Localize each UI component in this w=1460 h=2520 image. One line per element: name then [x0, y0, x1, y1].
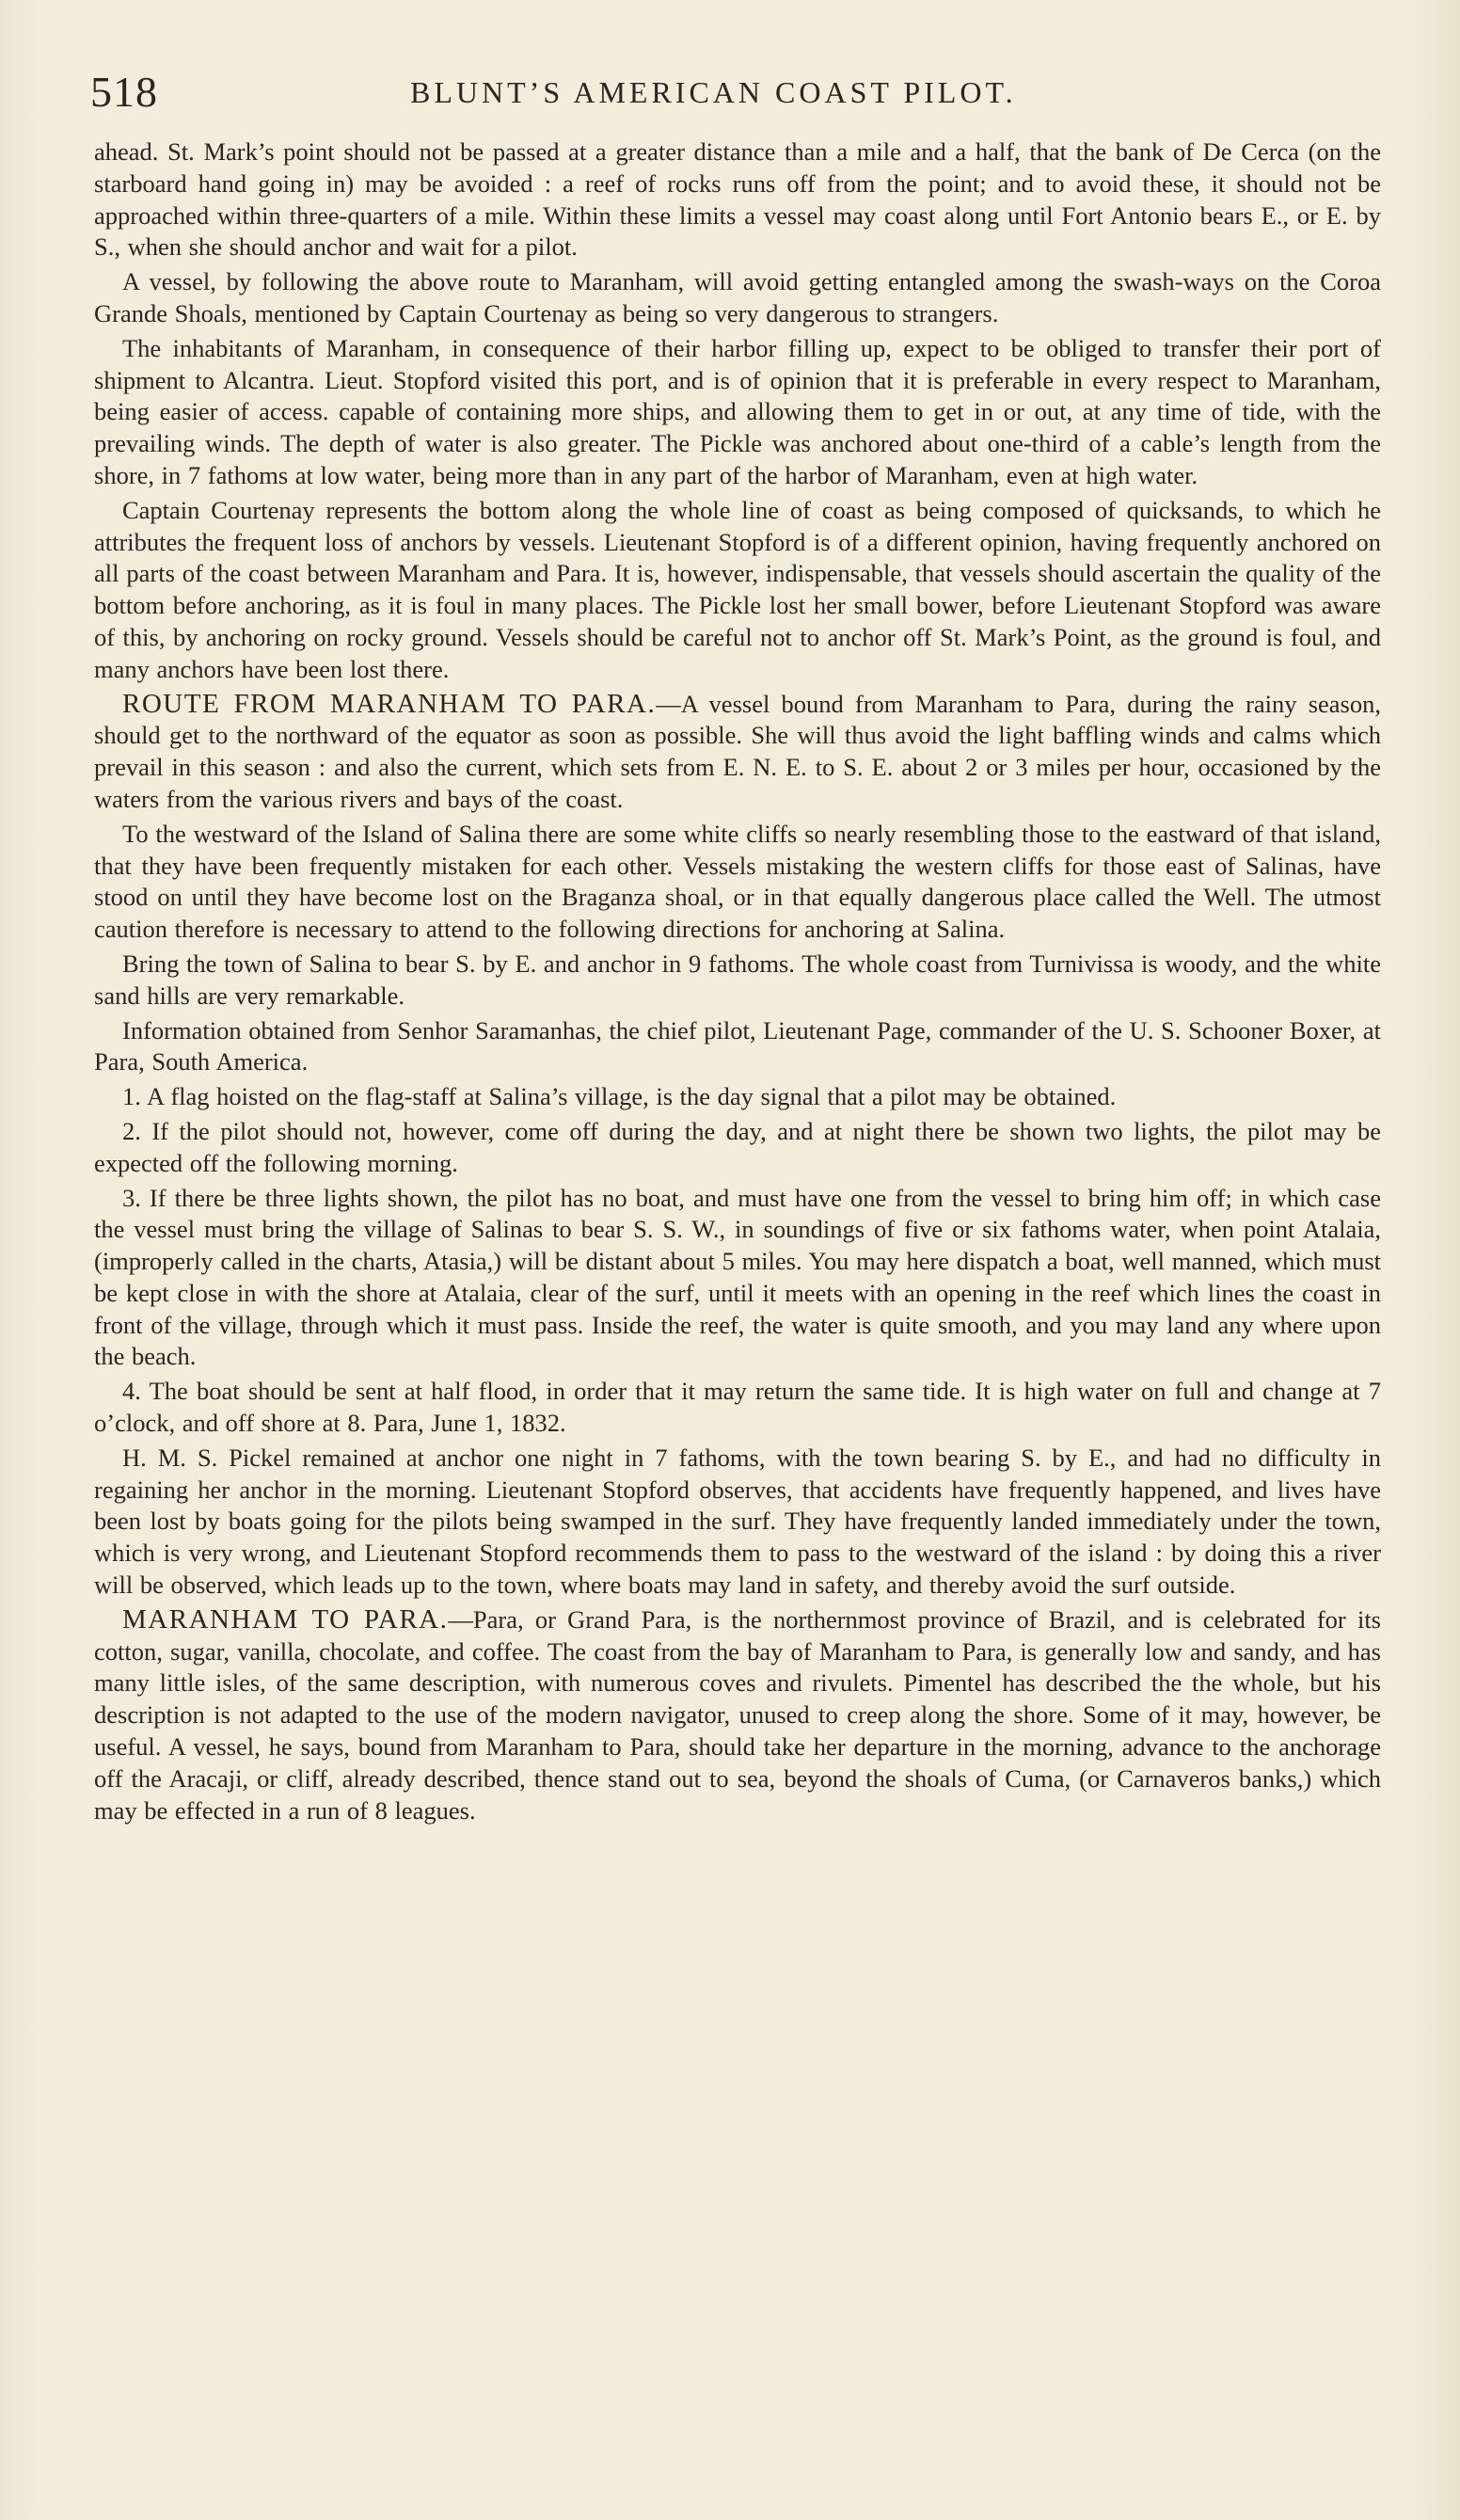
- paragraph-white-cliffs: [94, 819, 1381, 946]
- text-column: [94, 136, 1381, 1829]
- section-heading: MARANHAM TO PARA.: [122, 1603, 449, 1635]
- paragraph-swash-ways: [94, 266, 1381, 330]
- section-route-maranham-para: [94, 689, 1381, 816]
- paragraph-text: ahead. St. Mark’s point should not be passed at a greater distance than a mile and a half, that the bank of De Cerca (on the starboard hand going in) may be avoided : a reef of rocks runs off from the point; and to avoid these, it should not be approached within three-quarters of a mile. Within these limits a vessel may coast along until Fort Antonio bears E., or E. by S., when she should anchor and wait for a pilot.: [94, 137, 1381, 262]
- paragraph-quicksands: [94, 495, 1381, 686]
- paragraph-information: [94, 1015, 1381, 1079]
- section-heading: ROUTE FROM MARANHAM TO PARA.: [122, 688, 657, 719]
- paragraph-text: —A vessel bound from Maranham to Para, during the rainy season, should get to the northward of the equator as soon as possible. She will thus avoid the light baffling winds and calms which prevail in this season : and also the current, which sets from E. N. E. to S. E. about 2 or 3 miles per hour, occasioned by the waters from the various rivers and bays of the coast.: [94, 689, 1381, 813]
- paragraph-salina-anchor: [94, 949, 1381, 1013]
- paragraph-text: 3. If there be three lights shown, the pilot has no boat, and must have one from the vessel to bring him off; in which case the vessel must bring the village of Salinas to bear S. S. W., in soundings of five or six fathoms water, when point Atalaia, (improperly called in the charts, Atasia,) will be distant about 5 miles. You may here dispatch a boat, well manned, which must be kept close in with the shore at Atalaia, clear of the surf, until it meets with an opening in the reef which lines the coast in front of the village, through which it must pass. Inside the reef, the water is quite smooth, and you may land any where upon the beach.: [94, 1183, 1381, 1371]
- list-item-2: [94, 1116, 1381, 1180]
- paragraph-alcantra: [94, 333, 1381, 492]
- page-number: 518: [90, 68, 158, 116]
- paragraph-pickel: [94, 1443, 1381, 1602]
- paragraph-text: 1. A flag hoisted on the flag-staff at Salina’s village, is the day signal that a pilot may be obtained.: [122, 1082, 1117, 1111]
- paragraph-text: Captain Courtenay represents the bottom along the whole line of coast as being composed of quicksands, to which he attributes the frequent loss of anchors by vessels. Lieutenant Stopford is of a different opinion, having frequently anchored on all parts of the coast between Maranham and Para. It is, however, indispensable, that vessels should ascertain the quality of the bottom before anchoring, as it is foul in many places. The Pickle lost her small bower, before Lieutenant Stopford was aware of this, by anchoring on rocky ground. Vessels should be careful not to anchor off St. Mark’s Point, as the ground is foul, and many anchors have been lost there.: [94, 495, 1381, 683]
- section-maranham-to-para: [94, 1604, 1381, 1827]
- running-title: BLUNT’S AMERICAN COAST PILOT.: [410, 75, 1017, 109]
- paragraph-text: 4. The boat should be sent at half flood, in order that it may return the same tide. It is high water on full and change at 7 o’clock, and off shore at 8. Para, June 1, 1832.: [94, 1377, 1381, 1438]
- paragraph-continued: [94, 136, 1381, 263]
- paragraph-text: 2. If the pilot should not, however, come off during the day, and at night there be shown two lights, the pilot may be expected off the following morning.: [94, 1116, 1381, 1177]
- page-header: [90, 64, 1389, 120]
- paragraph-text: A vessel, by following the above route to Maranham, will avoid getting entangled among the swash-ways on the Coroa Grande Shoals, mentioned by Captain Courtenay as being so very dangerous to strangers.: [94, 267, 1381, 327]
- list-item-4: [94, 1376, 1381, 1440]
- paragraph-text: Information obtained from Senhor Saramanhas, the chief pilot, Lieutenant Page, commander of the U. S. Schooner Boxer, at Para, South America.: [94, 1015, 1381, 1077]
- paragraph-text: The inhabitants of Maranham, in consequence of their harbor filling up, expect to be obliged to transfer their port of shipment to Alcantra. Lieut. Stopford visited this port, and is of opinion that it is preferable in every respect to Maranham, being easier of access. capable of containing more ships, and allowing them to get in or out, at any time of tide, with the prevailing winds. The depth of water is also greater. The Pickle was anchored about one-third of a cable’s length from the shore, in 7 fathoms at low water, being more than in any part of the harbor of Maranham, even at high water.: [94, 333, 1381, 489]
- list-item-1: [94, 1081, 1381, 1113]
- paragraph-text: To the westward of the Island of Salina there are some white cliffs so nearly resembling those to the eastward of that island, that they have been frequently mistaken for each other. Vessels mistaking the western cliffs for those east of Salinas, have stood on until they have become lost on the Braganza shoal, or in that equally dangerous place called the Well. The utmost caution therefore is necessary to attend to the following directions for anchoring at Salina.: [94, 819, 1381, 944]
- paragraph-text: Bring the town of Salina to bear S. by E. and anchor in 9 fathoms. The whole coast from Turnivissa is woody, and the white sand hills are very remarkable.: [94, 949, 1381, 1010]
- paragraph-text: H. M. S. Pickel remained at anchor one night in 7 fathoms, with the town bearing S. by E., and had no difficulty in regaining her anchor in the morning. Lieutenant Stopford observes, that accidents have frequently happened, and lives have been lost by boats going for the pilots being swamped in the surf. They have frequently landed immediately under the town, which is very wrong, and Lieutenant Stopford recommends them to pass to the westward of the island : by doing this a river will be observed, which leads up to the town, where boats may land in safety, and thereby avoid the surf outside.: [94, 1443, 1381, 1600]
- paragraph-text: —Para, or Grand Para, is the northernmost province of Brazil, and is celebrated for its cotton, sugar, vanilla, chocolate, and coffee. The coast from the bay of Maranham to Para, is generally low and sandy, and has many little isles, of the same description, with numerous coves and rivulets. Pimentel has described the the whole, but his description is not adapted to the use of the modern navigator, unused to creep along the shore. Some of it may, however, be useful. A vessel, he says, bound from Maranham to Para, should take her departure in the morning, advance to the anchorage off the Aracaji, or cliff, already described, thence stand out to sea, beyond the shoals of Cuma, (or Carnaveros banks,) which may be effected in a run of 8 leagues.: [94, 1604, 1381, 1825]
- list-item-3: [94, 1183, 1381, 1374]
